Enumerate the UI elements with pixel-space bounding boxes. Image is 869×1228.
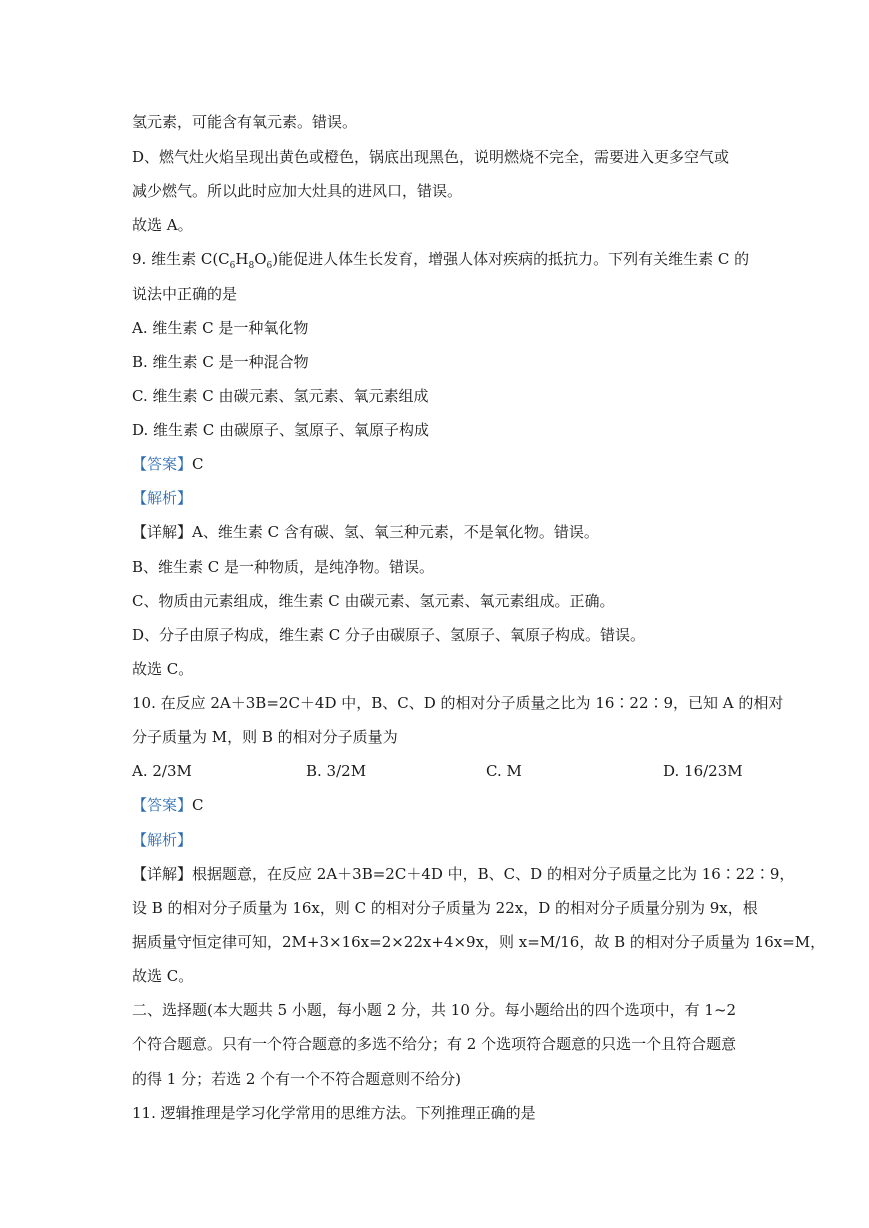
detail-tag: 【详解】	[132, 865, 193, 883]
question-11-stem: 11. 逻辑推理是学习化学常用的思维方法。下列推理正确的是	[132, 1104, 536, 1122]
detail-line	[132, 864, 794, 884]
q9-h: H	[235, 250, 249, 268]
option-d: D. 维生素 C 由碳原子、氢原子、氧原子构成	[132, 421, 430, 439]
q9-o: O	[254, 250, 267, 268]
answer-line	[132, 795, 204, 815]
q9-pre: 9. 维生素 C(C	[132, 250, 230, 268]
option-b: B. 维生素 C 是一种混合物	[132, 353, 309, 371]
section-2-heading: 二、选择题(本大题共 5 小题，每小题 2 分，共 10 分。每小题给出的四个选项中，有 1~2	[132, 1001, 737, 1019]
text-line: 减少燃气。所以此时应加大灶具的进风口，错误。	[132, 182, 463, 200]
answer-tag: 【答案】	[132, 455, 193, 473]
detail-line	[132, 522, 599, 542]
q9-sub-o: 6	[266, 261, 273, 271]
option-c: C. M	[486, 762, 522, 780]
text-line: D、燃气灶火焰呈现出黄色或橙色，锅底出现黑色，说明燃烧不完全，需要进入更多空气或	[132, 148, 730, 166]
q9-sub-h: 8	[248, 261, 255, 271]
text-line: 据质量守恒定律可知，2M+3×16x=2×22x+4×9x，则 x=M/16，故 B 的相对分子质量为 16x=M，	[132, 933, 826, 951]
q9-post: )能促进人体生长发育，增强人体对疾病的抵抗力。下列有关维生素 C 的	[272, 250, 750, 268]
detail-text: 根据题意，在反应 2A＋3B=2C＋4D 中，B、C、D 的相对分子质量之比为 16∶22∶9，	[192, 865, 795, 883]
text-line: 的得 1 分；若选 2 个有一个不符合题意则不给分)	[132, 1070, 462, 1088]
option-a: A. 维生素 C 是一种氧化物	[132, 319, 309, 337]
option-b: B. 3/2M	[306, 762, 367, 780]
q9-sub-c: 6	[229, 261, 236, 271]
option-a: A. 2/3M	[132, 762, 192, 780]
detail-text: A、维生素 C 含有碳、氢、氧三种元素，不是氧化物。错误。	[192, 523, 599, 541]
answer-value: C	[192, 796, 204, 814]
option-c: C. 维生素 C 由碳元素、氢元素、氧元素组成	[132, 387, 429, 405]
detail-tag: 【详解】	[132, 523, 193, 541]
answer-line	[132, 454, 204, 474]
text-line: 设 B 的相对分子质量为 16x，则 C 的相对分子质量为 22x，D 的相对分子质量分别为 9x，根	[132, 899, 758, 917]
text-line: 分子质量为 M，则 B 的相对分子质量为	[132, 728, 398, 746]
analysis-tag: 【解析】	[132, 831, 193, 849]
option-d: D. 16/23M	[663, 762, 743, 780]
answer-tag: 【答案】	[132, 796, 193, 814]
text-line: 故选 A。	[132, 216, 193, 234]
text-line: C、物质由元素组成，维生素 C 由碳元素、氢元素、氧元素组成。正确。	[132, 592, 615, 610]
text-line: 氢元素，可能含有氧元素。错误。	[132, 113, 358, 131]
text-line: 个符合题意。只有一个符合题意的多选不给分；有 2 个选项符合题意的只选一个且符合题意	[132, 1035, 737, 1053]
text-line: 说法中正确的是	[132, 285, 238, 303]
question-9-stem	[132, 249, 749, 276]
text-line: D、分子由原子构成，维生素 C 分子由碳原子、氢原子、氧原子构成。错误。	[132, 626, 646, 644]
answer-value: C	[192, 455, 204, 473]
text-line: 故选 C。	[132, 967, 194, 985]
text-line: B、维生素 C 是一种物质，是纯净物。错误。	[132, 558, 435, 576]
question-10-stem: 10. 在反应 2A＋3B=2C＋4D 中，B、C、D 的相对分子质量之比为 16∶22∶9，已知 A 的相对	[132, 694, 784, 712]
analysis-tag: 【解析】	[132, 489, 193, 507]
text-line: 故选 C。	[132, 660, 194, 678]
